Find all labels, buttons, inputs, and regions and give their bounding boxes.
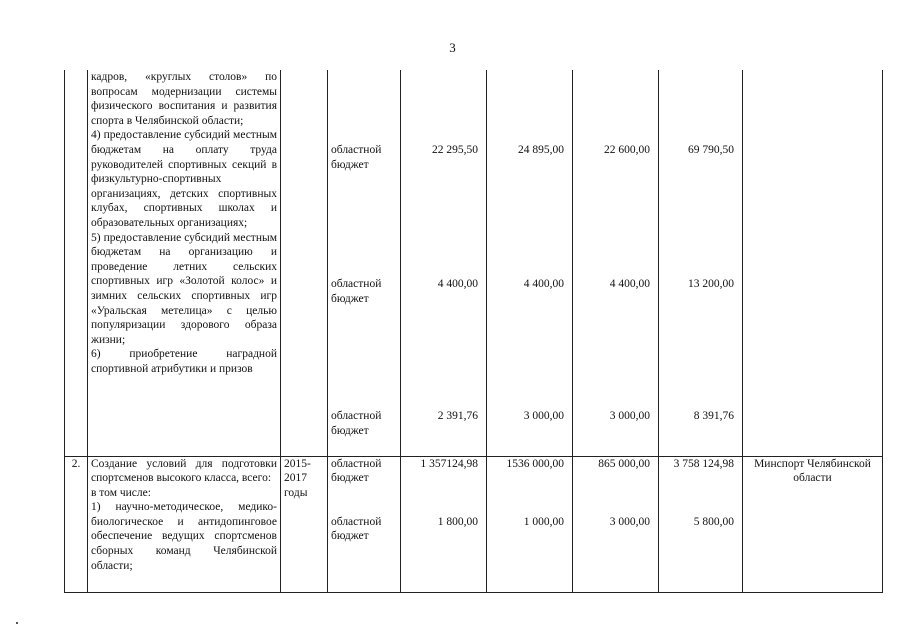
funding-total: 69 790,50 <box>688 144 734 156</box>
row-description <box>88 70 281 456</box>
description-paragraph: 1) научно-методическое, медико-биологическое и антидопинговое обеспечение ведущих спортсменов сборных команд Челябинской области; <box>91 501 277 572</box>
description-paragraph: в том числе: <box>91 486 151 499</box>
funding-source: областной бюджет <box>331 144 382 171</box>
page-number: 3 <box>449 40 456 55</box>
funding-value: 4 400,00 <box>609 278 650 290</box>
funding-value: 3 000,00 <box>523 410 564 422</box>
funding-value: 22 295,50 <box>432 144 478 156</box>
row-executor <box>743 70 883 456</box>
funding-total: 13 200,00 <box>688 278 734 290</box>
description-paragraph: кадров, «круглых столов» по вопросам модернизации системы физического воспитания и развития спорта в Челябинской области; <box>91 71 277 127</box>
funding-source: областной бюджет <box>331 278 382 305</box>
funding-total: 8 391,76 <box>693 410 734 422</box>
program-table <box>64 70 883 593</box>
funding-value: 865 000,00 <box>598 457 650 470</box>
funding-value: 22 600,00 <box>604 144 650 156</box>
row-executor: Минспорт Челябинской области <box>743 456 883 592</box>
funding-2016-column <box>487 70 573 456</box>
funding-value: 1 000,00 <box>523 515 564 528</box>
funding-value: 3 000,00 <box>609 410 650 422</box>
funding-value: 3 000,00 <box>609 515 650 528</box>
row-description <box>88 456 281 592</box>
description-paragraph: 4) предоставление субсидий местным бюджетам на оплату труда руководителей спортивных секций в физкультурно-спортивных организациях, детских спортивных клубах, спортивных школах и образовательных организациях; <box>91 129 277 229</box>
funding-total-column <box>659 456 743 592</box>
description-paragraph: 6) приобретение наградной спортивной атрибутики и призов <box>91 348 277 375</box>
funding-2015-column <box>401 456 487 592</box>
row-period <box>281 70 328 456</box>
funding-value: 4 400,00 <box>437 278 478 290</box>
funding-2016-column <box>487 456 573 592</box>
funding-value: 2 391,76 <box>437 410 478 422</box>
funding-value: 4 400,00 <box>523 278 564 290</box>
funding-value: 1 357124,98 <box>420 457 478 470</box>
funding-2017-column <box>573 456 659 592</box>
funding-source-column <box>328 70 401 456</box>
funding-total-column <box>659 70 743 456</box>
funding-value: 24 895,00 <box>518 144 564 156</box>
funding-source: областной бюджет <box>331 457 382 485</box>
funding-value: 1 800,00 <box>437 515 478 528</box>
row-number: 2. <box>65 456 88 592</box>
funding-source-column <box>328 456 401 592</box>
table-row <box>65 70 883 456</box>
description-paragraph: Создание условий для подготовки спортсменов высокого класса, всего: <box>91 457 277 485</box>
funding-source: областной бюджет <box>331 515 382 543</box>
funding-total: 3 758 124,98 <box>673 457 734 470</box>
funding-value: 1536 000,00 <box>506 457 564 470</box>
row-period: 2015-2017 годы <box>281 456 328 592</box>
scan-speck <box>16 622 18 624</box>
table-row <box>65 456 883 592</box>
funding-2017-column <box>573 70 659 456</box>
funding-source: областной бюджет <box>331 410 382 437</box>
funding-2015-column <box>401 70 487 456</box>
row-number <box>65 70 88 456</box>
funding-total: 5 800,00 <box>693 515 734 528</box>
description-paragraph: 5) предоставление субсидий местным бюджетам на организацию и проведение летних сельских спортивных игр «Золотой колос» и зимних сельских спортивных игр «Уральская метелица» с целью популяризации здорового образа жизни; <box>91 231 277 346</box>
